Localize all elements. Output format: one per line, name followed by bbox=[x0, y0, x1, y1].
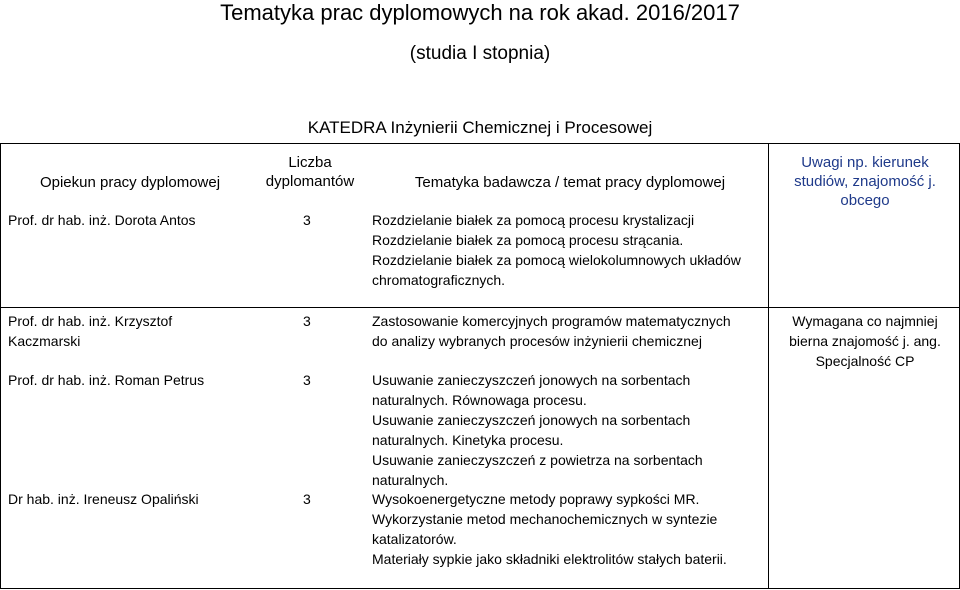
notes-cell bbox=[775, 311, 955, 371]
header-topic: Tematyka badawcza / temat pracy dyplomowej bbox=[414, 174, 726, 191]
row-4-supervisor bbox=[8, 489, 288, 509]
table-bottom-border bbox=[0, 588, 960, 589]
row-4-topic-line: Wykorzystanie metod mechanochemicznych w syntezie bbox=[372, 511, 718, 527]
notes-line2: bierna znajomość j. ang. bbox=[789, 333, 941, 349]
row-2-topic-line: Zastosowanie komercyjnych programów matematycznych bbox=[372, 313, 731, 329]
row-4-topic-line: katalizatorów. bbox=[372, 531, 457, 547]
row-4-supervisor-line1: Dr hab. inż. Ireneusz Opaliński bbox=[8, 491, 199, 507]
row-2-topic-line: do analizy wybranych procesów inżynierii chemicznej bbox=[372, 333, 702, 349]
header-count bbox=[250, 153, 370, 191]
header-notes-line2: studiów, znajomość j. bbox=[794, 173, 936, 190]
row-3-count: 3 bbox=[303, 372, 311, 388]
row-3-topic-line: Usuwanie zanieczyszczeń jonowych na sorbentach bbox=[372, 412, 691, 428]
row-4-topics bbox=[372, 489, 767, 569]
row-3-topic-line: Usuwanie zanieczyszczeń jonowych na sorbentach bbox=[372, 372, 691, 388]
header-notes-line3: obcego bbox=[840, 192, 890, 209]
row-1-count: 3 bbox=[303, 212, 311, 228]
row-3-supervisor-line1: Prof. dr hab. inż. Roman Petrus bbox=[8, 372, 205, 388]
row-2-supervisor bbox=[8, 311, 278, 351]
row-2-supervisor-line1: Prof. dr hab. inż. Krzysztof bbox=[8, 313, 173, 329]
row-1-supervisor bbox=[8, 210, 278, 230]
row-4-topic-line: Materiały sypkie jako składniki elektrolitów stałych baterii. bbox=[372, 551, 727, 567]
column-divider-notes bbox=[768, 143, 769, 589]
row-3-topic-line: naturalnych. Równowaga procesu. bbox=[372, 392, 587, 408]
department-name: KATEDRA Inżynierii Chemicznej i Procesowej bbox=[307, 118, 653, 137]
notes-line3: Specjalność CP bbox=[815, 353, 915, 369]
row-3-topic-line: Usuwanie zanieczyszczeń z powietrza na sorbentach bbox=[372, 452, 703, 468]
notes-line1: Wymagana co najmniej bbox=[792, 313, 938, 329]
row-3-topic-line: naturalnych. Kinetyka procesu. bbox=[372, 432, 564, 448]
row-divider bbox=[0, 307, 960, 308]
row-3-topic-line: naturalnych. bbox=[372, 472, 449, 488]
table-left-border bbox=[0, 143, 1, 589]
row-1-topic-line: chromatograficznych. bbox=[372, 272, 506, 288]
row-4-count: 3 bbox=[303, 491, 311, 507]
header-count-line1: Liczba bbox=[288, 154, 332, 171]
row-1-supervisor-line1: Prof. dr hab. inż. Dorota Antos bbox=[8, 212, 196, 228]
row-1-topic-line: Rozdzielanie białek za pomocą procesu krystalizacji bbox=[372, 212, 695, 228]
row-2-topics bbox=[372, 311, 767, 351]
row-4-topic-line: Wysokoenergetyczne metody poprawy sypkości MR. bbox=[372, 491, 700, 507]
row-3-supervisor bbox=[8, 370, 278, 390]
document-title: Tematyka prac dyplomowych na rok akad. 2016/2017 bbox=[220, 0, 740, 25]
row-1-topic-line: Rozdzielanie białek za pomocą procesu strącania. bbox=[372, 232, 684, 248]
header-notes-line1: Uwagi np. kierunek bbox=[801, 154, 929, 171]
header-notes bbox=[775, 153, 955, 210]
row-3-topics bbox=[372, 370, 767, 490]
table-top-border bbox=[0, 143, 960, 144]
header-count-line2: dyplomantów bbox=[265, 173, 355, 190]
row-2-count: 3 bbox=[303, 313, 311, 329]
row-1-topic-line: Rozdzielanie białek za pomocą wielokolumnowych układów bbox=[372, 252, 741, 268]
header-supervisor: Opiekun pracy dyplomowej bbox=[39, 174, 221, 191]
row-2-supervisor-line2: Kaczmarski bbox=[8, 333, 81, 349]
row-1-topics bbox=[372, 210, 767, 290]
document-subtitle: (studia I stopnia) bbox=[409, 43, 551, 64]
